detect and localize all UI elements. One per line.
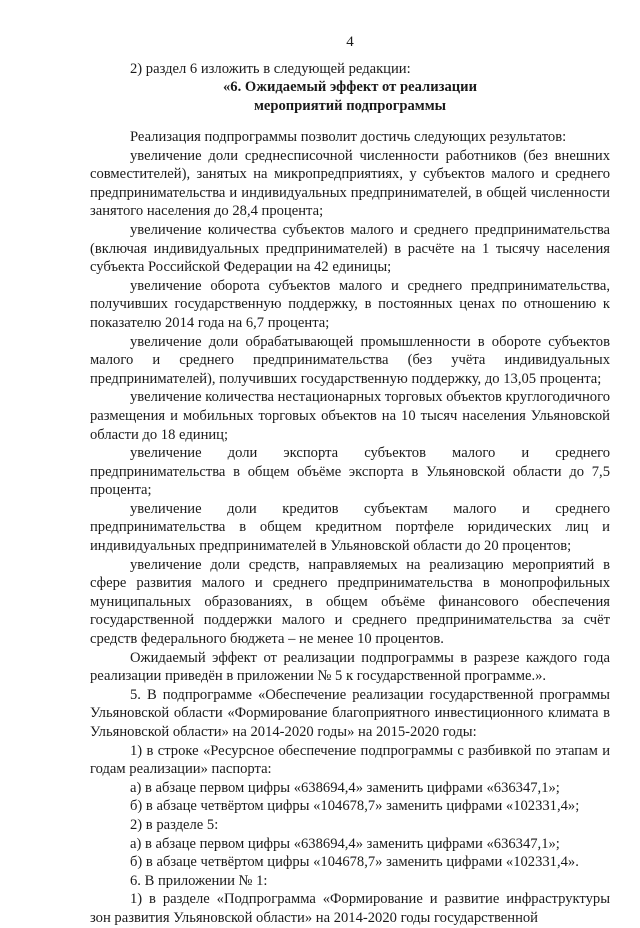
paragraph: увеличение количества нестационарных торговых объектов круглогодичного размещения и мобильных торговых объектов на 10 тысяч населения Ульяновской области до 18 единиц; <box>90 389 610 443</box>
paragraph: увеличение доли кредитов субъектам малого и среднего предпринимательства в общем кредитном портфеле юридических лиц и индивидуальных предпринимателей в Ульяновской области до 20 процентов; <box>90 500 610 555</box>
paragraph: Реализация подпрограммы позволит достичь следующих результатов: <box>130 129 567 145</box>
page-number: 4 <box>346 34 354 50</box>
paragraph: увеличение доли экспорта субъектов малого и среднего предпринимательства в общем объёме экспорта в Ульяновской области до 7,5 процента; <box>90 445 610 499</box>
paragraph: 6. В приложении № 1: <box>130 872 268 889</box>
document-body <box>90 128 610 928</box>
paragraph: увеличение доли средств, направляемых на реализацию мероприятий в сфере развития малого и среднего предпринимательства в монопрофильных муниципальных образованиях, в общем объёме финансового обеспечения государственной поддержки малого и среднего предпринимательства за счёт средств федерального бюджета – не менее 10 процентов. <box>90 556 610 648</box>
paragraph: увеличение оборота субъектов малого и среднего предпринимательства, получивших государственную поддержку, в постоянных ценах по отношению к показателю 2014 года на 6,7 процента; <box>90 277 610 331</box>
section-heading-line-1: «6. Ожидаемый эффект от реализации <box>222 79 477 95</box>
paragraph: 5. В подпрограмме «Обеспечение реализации государственной программы Ульяновской области «Формирование благоприятного инвестиционного климата в Ульяновской области» на 2014-2020 годы» на 2015-2020 годы: <box>90 686 610 740</box>
paragraph: увеличение количества субъектов малого и среднего предпринимательства (включая индивидуальных предпринимателей) в расчёте на 1 тысячу населения субъекта Российской Федерации на 42 единицы; <box>90 221 610 276</box>
paragraph: увеличение доли обрабатывающей промышленности в обороте субъектов малого и среднего предпринимательства (без учёта индивидуальных предпринимателей), получивших государственную поддержку, до 13,05 процента; <box>90 333 610 387</box>
intro-line: 2) раздел 6 изложить в следующей редакции: <box>130 61 411 77</box>
section-heading-line-2: мероприятий подпрограммы <box>253 97 447 114</box>
paragraph: б) в абзаце четвёртом цифры «104678,7» заменить цифрами «102331,4»; <box>130 798 580 815</box>
paragraph: б) в абзаце четвёртом цифры «104678,7» заменить цифрами «102331,4». <box>130 854 579 871</box>
paragraph: 1) в строке «Ресурсное обеспечение подпрограммы с разбивкой по этапам и годам реализации» паспорта: <box>90 742 610 778</box>
section-heading <box>90 78 610 115</box>
paragraph: Ожидаемый эффект от реализации подпрограммы в разрезе каждого года реализации приведён в приложении № 5 к государственной программе.». <box>90 649 610 685</box>
paragraph: 1) в разделе «Подпрограмма «Формирование и развитие инфраструктуры зон развития Ульяновской области» на 2014-2020 годы государственной <box>90 891 610 926</box>
paragraph: увеличение доли среднесписочной численности работников (без внешних совместителей), занятых на микропредприятиях, у субъектов малого и среднего предпринимательства и индивидуальных предпринимателей, в общей численности занятого населения до 28,4 процента; <box>90 147 610 220</box>
paragraph: 2) в разделе 5: <box>130 816 219 833</box>
paragraph: а) в абзаце первом цифры «638694,4» заменить цифрами «636347,1»; <box>130 779 560 796</box>
paragraph: а) в абзаце первом цифры «638694,4» заменить цифрами «636347,1»; <box>130 835 560 852</box>
